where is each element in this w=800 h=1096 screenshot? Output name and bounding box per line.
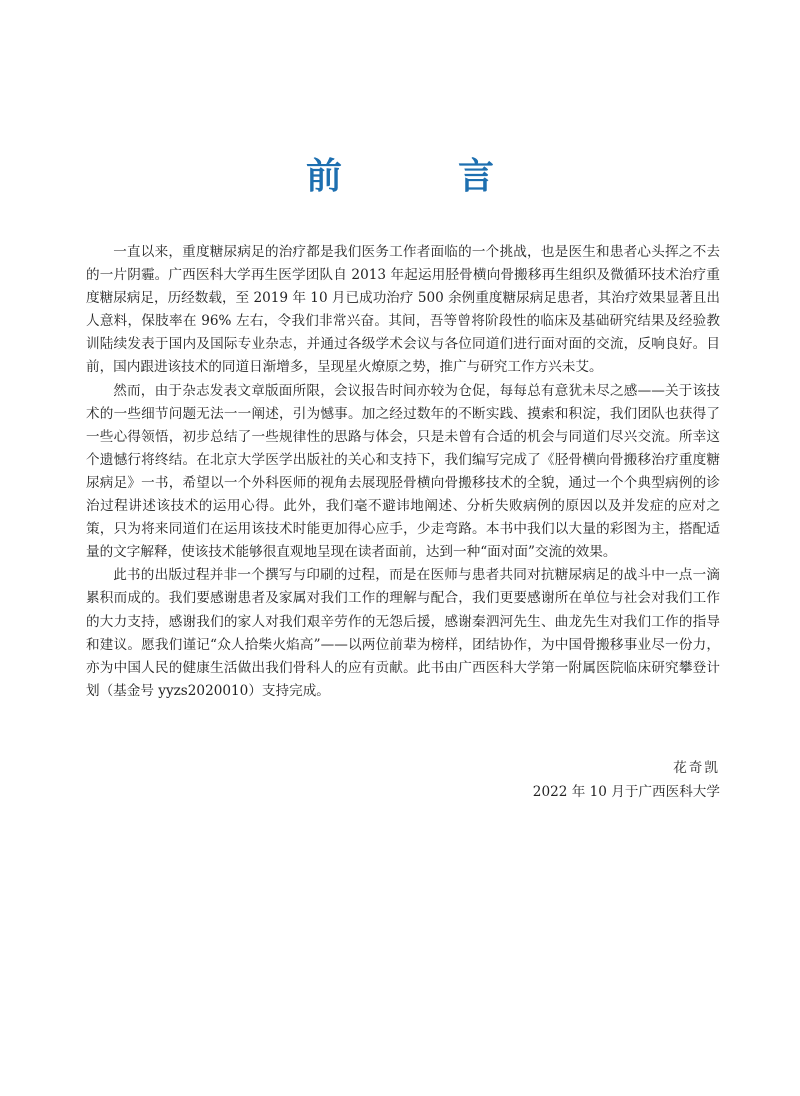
paragraph-3: 此书的出版过程并非一个撰写与印刷的过程，而是在医师与患者共同对抗糖尿病足的战斗中一点一滴累积而成的。我们要感谢患者及家属对我们工作的理解与配合，我们更要感谢所在单位与社会对我们工作的大力支持，感谢我们的家人对我们艰辛劳作的无怨后援，感谢秦泗河先生、曲龙先生对我们工作的指导和建议。愿我们谨记“众人拾柴火焰高”——以两位前辈为榜样，团结协作，为中国骨搬移事业尽一份力，亦为中国人民的健康生活做出我们骨科人的应有贡献。此书由广西医科大学第一附属医院临床研究攀登计划（基金号 yyzs2020010）支持完成。 bbox=[86, 567, 720, 699]
paragraph-1: 一直以来，重度糖尿病足的治疗都是我们医务工作者面临的一个挑战，也是医生和患者心头挥之不去的一片阴霾。广西医科大学再生医学团队自 2013 年起运用胫骨横向骨搬移再生组织及微循环技术治疗重度糖尿病足，历经数载，至 2019 年 10 月已成功治疗 500 余例重度糖尿病足患者，其治疗效果显著且出人意料，保肢率在 96% 左右，令我们非常兴奋。其间，吾等曾将阶段性的临床及基础研究结果及经验教训陆续发表于国内及国际专业杂志，并通过各级学术会议与各位同道们进行面对面的交流，反响良好。目前，国内跟进该技术的同道日渐增多，呈现星火燎原之势，推广与研究工作方兴未艾。 bbox=[86, 244, 720, 376]
preface-body bbox=[86, 241, 720, 703]
paragraph-2: 然而，由于杂志发表文章版面所限，会议报告时间亦较为仓促，每每总有意犹未尽之感——关于该技术的一些细节问题无法一一阐述，引为憾事。加之经过数年的不断实践、摸索和积淀，我们团队也获得了一些心得领悟，初步总结了一些规律性的思路与体会，只是未曾有合适的机会与同道们尽兴交流。所幸这个遗憾行将终结。在北京大学医学出版社的关心和支持下，我们编写完成了《胫骨横向骨搬移治疗重度糖尿病足》一书，希望以一个外科医师的视角去展现胫骨横向骨搬移技术的全貌，通过一个个典型病例的诊治过程讲述该技术的运用心得。此外，我们毫不避讳地阐述、分析失败病例的原因以及并发症的应对之策，只为将来同道们在运用该技术时能更加得心应手，少走弯路。本书中我们以大量的彩图为主，搭配适量的文字解释，使该技术能够很直观地呈现在读者面前，达到一种“面对面”交流的效果。 bbox=[86, 382, 720, 561]
signature-date: 2022 年 10 月于广西医科大学 bbox=[532, 784, 720, 800]
author-name: 花奇凯 bbox=[673, 760, 720, 776]
page-title: 前 言 bbox=[305, 156, 534, 197]
